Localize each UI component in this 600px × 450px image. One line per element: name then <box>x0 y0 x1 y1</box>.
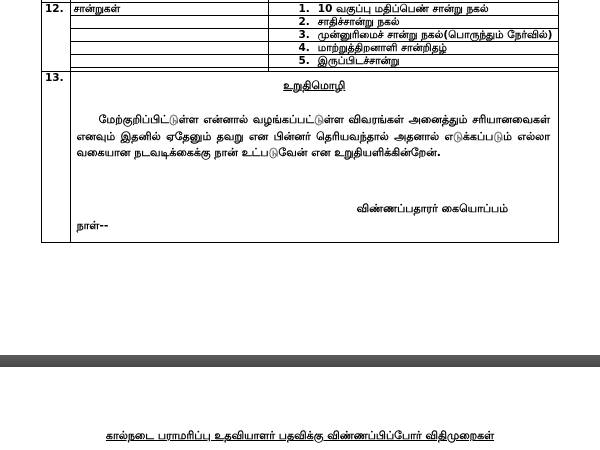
item-text: 10 வகுப்பு மதிப்பெண் சான்று நகல் <box>317 3 489 15</box>
item-number: 5. <box>298 55 310 67</box>
item-number: 2. <box>298 16 310 28</box>
certificate-item-5 <box>268 55 558 68</box>
applicant-signature-label: விண்ணப்பதாரர் கையொப்பம் <box>356 202 509 215</box>
table-row-13 <box>42 72 559 243</box>
date-label: நாள்-- <box>76 219 109 232</box>
item-text: மாற்றுத்திறனாளி சான்றிதழ் <box>317 42 447 54</box>
item-number: 1. <box>298 3 310 15</box>
table-row <box>42 55 559 68</box>
row-number: 12. <box>42 3 71 72</box>
page-separator <box>0 355 600 367</box>
row-number: 13. <box>42 72 71 243</box>
table-row-12 <box>42 3 559 16</box>
table-row <box>42 42 559 55</box>
row-label: சான்றுகள் <box>70 3 268 16</box>
certificate-item-4 <box>268 42 558 55</box>
table-row <box>42 29 559 42</box>
item-text: இருப்பிடச்சான்று <box>317 55 400 67</box>
application-form-table <box>41 0 559 243</box>
item-text: சாதிச்சான்று நகல் <box>317 16 400 28</box>
item-text: முன்னுரிமைச் சான்று நகல்(பொருந்தும் நேர்வில்) <box>317 29 553 41</box>
item-number: 4. <box>298 42 310 54</box>
declaration-text: மேற்குறிப்பிட்டுள்ள என்னால் வழங்கப்பட்டுள்ள விவரங்கள் அனைத்தும் சரியானவைகள் எனவும் இதனில் ஏதேனும் தவறு என பின்னர் தெரியவந்தால் அதனால் எடுக்கப்படும் எல்லா வகையான நடவடிக்கைக்கு நான் உட்படுவேன் என உறுதியளிக்கின்றேன். <box>76 113 550 159</box>
declaration-title: உறுதிமொழி <box>283 79 346 92</box>
item-number: 3. <box>298 29 310 41</box>
next-document-page <box>0 367 600 450</box>
certificate-item-2 <box>268 16 558 29</box>
next-page-title: கால்நடை பராமரிப்பு உதவியாளர் பதவிக்கு விண்ணப்பிப்போர் விதிமுறைகள் <box>105 429 495 442</box>
declaration-cell <box>70 72 558 243</box>
table-row <box>42 16 559 29</box>
certificate-item-1 <box>268 3 558 16</box>
certificate-item-3 <box>268 29 558 42</box>
